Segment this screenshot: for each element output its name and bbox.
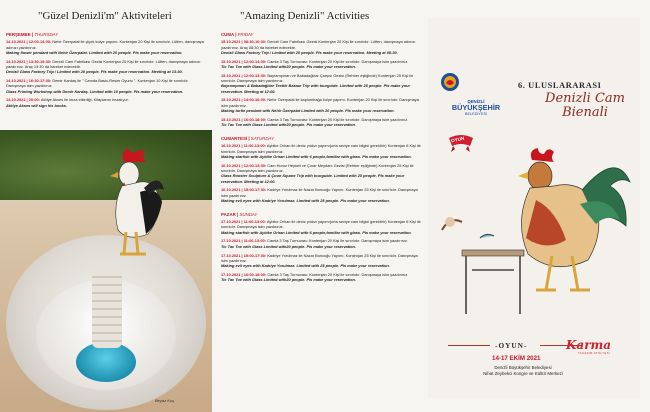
ribbon-label: OYUN xyxy=(450,135,465,144)
event-description-tr: Camla 3 Taş Turnuvası: Kontenjan 20 Kişi ile sınırlıdır. Danışmaya isim yazdırınız. xyxy=(267,58,409,64)
venue-line2: Nihat Zeybekci Kongre ve Kültür Merkezi xyxy=(483,370,563,376)
blue-glass-base xyxy=(76,342,136,382)
logo-text-buyuksehir: BÜYÜKŞEHİR xyxy=(451,103,501,112)
event-description-en: Atölye Akses will sign his books. xyxy=(6,102,68,108)
day-name-tr: PERŞEMBE xyxy=(6,32,31,37)
event-description-tr: Aybike Orhan ile deniz yıldızı yapımı(orta seviye cam bilgisi gerektirir) Kontenjan 6 Kişi ile sınırlıdır. Danışmaya isim yazdırınız. xyxy=(221,143,421,154)
festival-title-line2: Bienali xyxy=(562,105,608,120)
day-heading xyxy=(6,32,206,37)
event-description-tr: Cam Horoz Heykeli ve Çınar Meydanı Gezisi (Rehber eşliğinde) Kontenjan 25 Kişi ile sınırlıdır. Danışmaya isim yazdırınız. xyxy=(221,162,414,173)
event-time: 15.10.2021 | 14:00-16:00: xyxy=(221,97,267,103)
event-item xyxy=(221,59,425,70)
event-time: 16.10.2021 | 15:00-17:30: xyxy=(221,187,267,193)
event-description-tr: Camla 3 Taş Turnuvası: Kontenjan 20 Kişi ile sınırlıdır. Danışmaya isim yazdırınız. xyxy=(267,116,409,122)
day-name-en: FRIDAY xyxy=(237,32,254,37)
event-time: 16.10.2021 | 11:00-13:00: xyxy=(221,143,267,149)
sponsor-name: Karma xyxy=(566,338,611,352)
event-time: 15.10.2021 | 12:00-14:00: xyxy=(221,58,267,64)
municipality-logo xyxy=(440,72,512,116)
rooster-statue-icon xyxy=(96,142,166,277)
event-item xyxy=(221,73,425,94)
event-description-tr: Denizli Cam Fabrikası Gezisi Kontenjan 20 Kişi ile sınırlıdır. Lütfen, danışmaya adınızı yazdırınız. Araç 08:30 da hareket edecektir. xyxy=(221,39,416,50)
event-item xyxy=(6,59,206,75)
event-description-en: Making evil eyes with Kadriye Yorulmaz. Limited with 25 people. Pls make your reservation. xyxy=(221,197,390,203)
event-item xyxy=(6,78,206,94)
logo-text-belediyesi: BELEDİYESİ xyxy=(464,112,488,116)
day-separator: | xyxy=(234,32,238,37)
festival-title-line1: Denizli Cam xyxy=(545,91,625,106)
theme-rule-left xyxy=(448,345,490,346)
logo-text-denizli: DENİZLİ xyxy=(467,99,485,104)
schedule-column-middle xyxy=(221,32,425,286)
theme-label: -OYUN- xyxy=(495,341,528,350)
event-item xyxy=(221,187,425,203)
event-description-en: Tic Tac Toe with Glass Limited with20 people. Pls make your reservation. xyxy=(221,243,356,249)
photo-credit: Beyaz Kuş xyxy=(155,398,175,403)
event-description-en: Tic Tac Toe with Glass Limited with20 people. Pls make your reservation. xyxy=(221,63,356,69)
event-time: 15.10.2021 | 16:00-18:00: xyxy=(221,116,267,122)
event-description-en: Tic Tac Toe with Glass Limited with20 people. Pls make your reservation. xyxy=(221,277,356,283)
event-item xyxy=(221,39,425,55)
day-name-tr: CUMARTESİ xyxy=(221,135,248,141)
event-description-tr: Atölye Akses ile imza etkinliği. Kitaplarını imzalıyor. xyxy=(40,97,129,103)
event-time: 17.10.2021 | 11:00-13:00: xyxy=(221,238,267,244)
event-description-en: Making turtle pendant with Nehir Özerpalat Limited with 20 people. Pls make your reservation. xyxy=(221,108,395,114)
schedule-column-left xyxy=(6,32,206,112)
day-separator: | xyxy=(30,32,35,37)
heading-tr: "Güzel Denizli'm" Aktiviteleri xyxy=(38,10,172,22)
day-heading xyxy=(221,136,425,141)
event-item xyxy=(221,97,425,113)
event-time: 14.10.2021 | 13:30-15:30: xyxy=(6,58,52,64)
event-time: 14.10.2021 | 16:30-17:30: xyxy=(6,78,52,84)
event-description-tr: Camla 3 Taş Turnuvası: Kontenjan 20 Kişi ile sınırlıdır. Danışmaya isim yazdırınız. xyxy=(267,238,409,244)
day-separator: | xyxy=(247,135,251,141)
heading-en: "Amazing Denizli" Activities xyxy=(240,10,370,22)
event-item xyxy=(221,219,425,235)
event-item xyxy=(221,117,425,128)
event-time: 16.10.2021 | 12:00-13:30: xyxy=(221,162,267,168)
event-description-tr: Kadriye Yorulmaz ile Nazar Boncuğu Yapımı. Kontenjan 25 Kişi ile sınırlıdır. Danışmaya isim yazdırınız. xyxy=(221,187,418,198)
event-description-en: Denizli Glass Factory Trip / Limited with 20 people. Pls make your reservation. Meeting at 13:30. xyxy=(6,69,183,75)
day-heading xyxy=(221,32,425,37)
event-description-en: Making starfish with Aybike Orhan Limited with 6 people,familiar with glass. Pls make your reservation. xyxy=(221,153,412,159)
event-description-tr: Nehir Özerpalat ile çiçek kolye yapımı. Kontenjan 20 Kişi ile sınırlıdır. Lütfen, danışmaya adınızı yazdırınız. xyxy=(6,39,204,50)
day-heading xyxy=(221,212,425,217)
day-name-en: SATURDAY xyxy=(250,135,275,141)
sponsor-logo xyxy=(566,338,626,355)
event-description-tr: Camla 3 Taş Turnuvası: Kontenjan 20 Kişi ile sınırlıdır. Danışmaya isim yazdırınız. xyxy=(267,271,409,277)
event-time: 14.10.2021 | 20:00: xyxy=(6,97,40,103)
sponsor-subtitle: TASARIM ATÖLYESİ xyxy=(578,352,611,355)
day-name-en: SUNDAY xyxy=(239,211,258,217)
event-item xyxy=(221,163,425,184)
event-time: 17.10.2021 | 15:00-17:30: xyxy=(221,252,267,258)
event-item xyxy=(221,238,425,249)
event-description-en: Bayrampınarı & Babadağlılar Textile Bazaar Trip with tourguide. Limited with 25 people. Pls make your reservation. Meeting at 12:00. xyxy=(221,83,410,94)
day-name-en: THURSDAY xyxy=(34,32,59,37)
day-name-tr: PAZAR xyxy=(221,211,236,217)
event-description-tr: Aybike Orhan ile deniz yıldızı yapımı(orta seviye cam bilgisi gerektirir) Kontenjan 6 Kişi ile sınırlıdır. Danışmaya isim yazdırınız. xyxy=(221,219,421,230)
festival-date: 14-17 EKİM 2021 xyxy=(492,355,541,362)
event-description-en: Glass Printing Workshop with Demir Kardaş. Limited with 10 people. Pls make your reservation. xyxy=(6,88,184,94)
day-separator: | xyxy=(235,211,240,217)
event-description-en: Making flower pendant with Nehir Özerpalat. Limited with 20 people. Pls make your reservation. xyxy=(6,49,183,55)
event-time: 15.10.2021 | 08:30-10:30: xyxy=(221,39,267,45)
event-item xyxy=(221,272,425,283)
festival-venue xyxy=(468,365,578,376)
event-time: 15.10.2021 | 12:00-13:30: xyxy=(221,72,267,78)
rooster-illustration-icon xyxy=(432,130,632,335)
event-description-tr: Demir Kardaş ile " Camda Baskı-Resim Oyunu ". Kontenjan 10 Kişi ile sınırlıdır. Danışmaya isim yazdırınız. xyxy=(6,78,189,89)
day-name-tr: CUMA xyxy=(221,32,235,37)
event-item xyxy=(221,143,425,159)
event-time: 17.10.2021 | 16:00-18:00: xyxy=(221,271,267,277)
event-item xyxy=(221,253,425,269)
event-description-tr: Bayrampınarı ve Babadağlılar Çarşısı Gezisi (Rehber eşliğinde) Kontenjan 25 Kişi ile sınırlıdır. Danışmaya isim yazdırınız. xyxy=(221,72,414,84)
event-item xyxy=(6,39,206,55)
event-time: 17.10.2021 | 11:00-13:00: xyxy=(221,219,267,225)
fountain-pillar xyxy=(92,270,122,348)
festival-title xyxy=(530,92,640,120)
event-description-en: Glass Rooster Sculpture & Çınar Square Trip with tourguide. Limited with 25 people. Pls make your reservation. Meeting at 12:00. xyxy=(221,173,405,184)
venue-line1: Denizli Büyükşehir Belediyesi xyxy=(494,365,552,370)
event-description-en: Tic Tac Toe with Glass Limited with20 people. Pls make your reservation. xyxy=(221,122,356,128)
event-description-tr: Kadriye Yorulmaz ile Nazar Boncuğu Yapımı. Kontenjan 25 Kişi ile sınırlıdır. Danışmaya isim yazdırınız. xyxy=(221,252,418,263)
event-time: 14.10.2021 | 12:00-14:00: xyxy=(6,39,52,45)
event-description-en: Making starfish with Aybike Orhan Limited with 6 people,familiar with glass. Pls make your reservation. xyxy=(221,229,412,235)
rooster-fountain-photo xyxy=(0,130,212,412)
festival-edition: 6. ULUSLARARASI xyxy=(518,81,602,90)
event-description-en: Denizli Glass Factory Trip / Limited with 20 people. Pls make your reservation. Meeting at 08:30. xyxy=(221,49,398,55)
event-description-en: Making evil eyes with Kadriye Yorulmaz. Limited with 25 people. Pls make your reservation. xyxy=(221,263,390,269)
municipality-emblem-icon xyxy=(440,72,460,92)
event-item xyxy=(6,97,206,108)
event-description-tr: Nehir Özerpalat ile kaplumbağa kolye yapımı. Kontenjan 20 Kişi ile sınırlıdır. Danışmaya isim yazdırınız. xyxy=(221,97,419,108)
event-description-tr: Denizli Cam Fabrikası Gezisi Kontenjan 20 Kişi ile sınırlıdır. Lütfen, danışmaya adınızı yazdırınız. Araç 13:30 da hareket edecektir. xyxy=(6,58,201,69)
